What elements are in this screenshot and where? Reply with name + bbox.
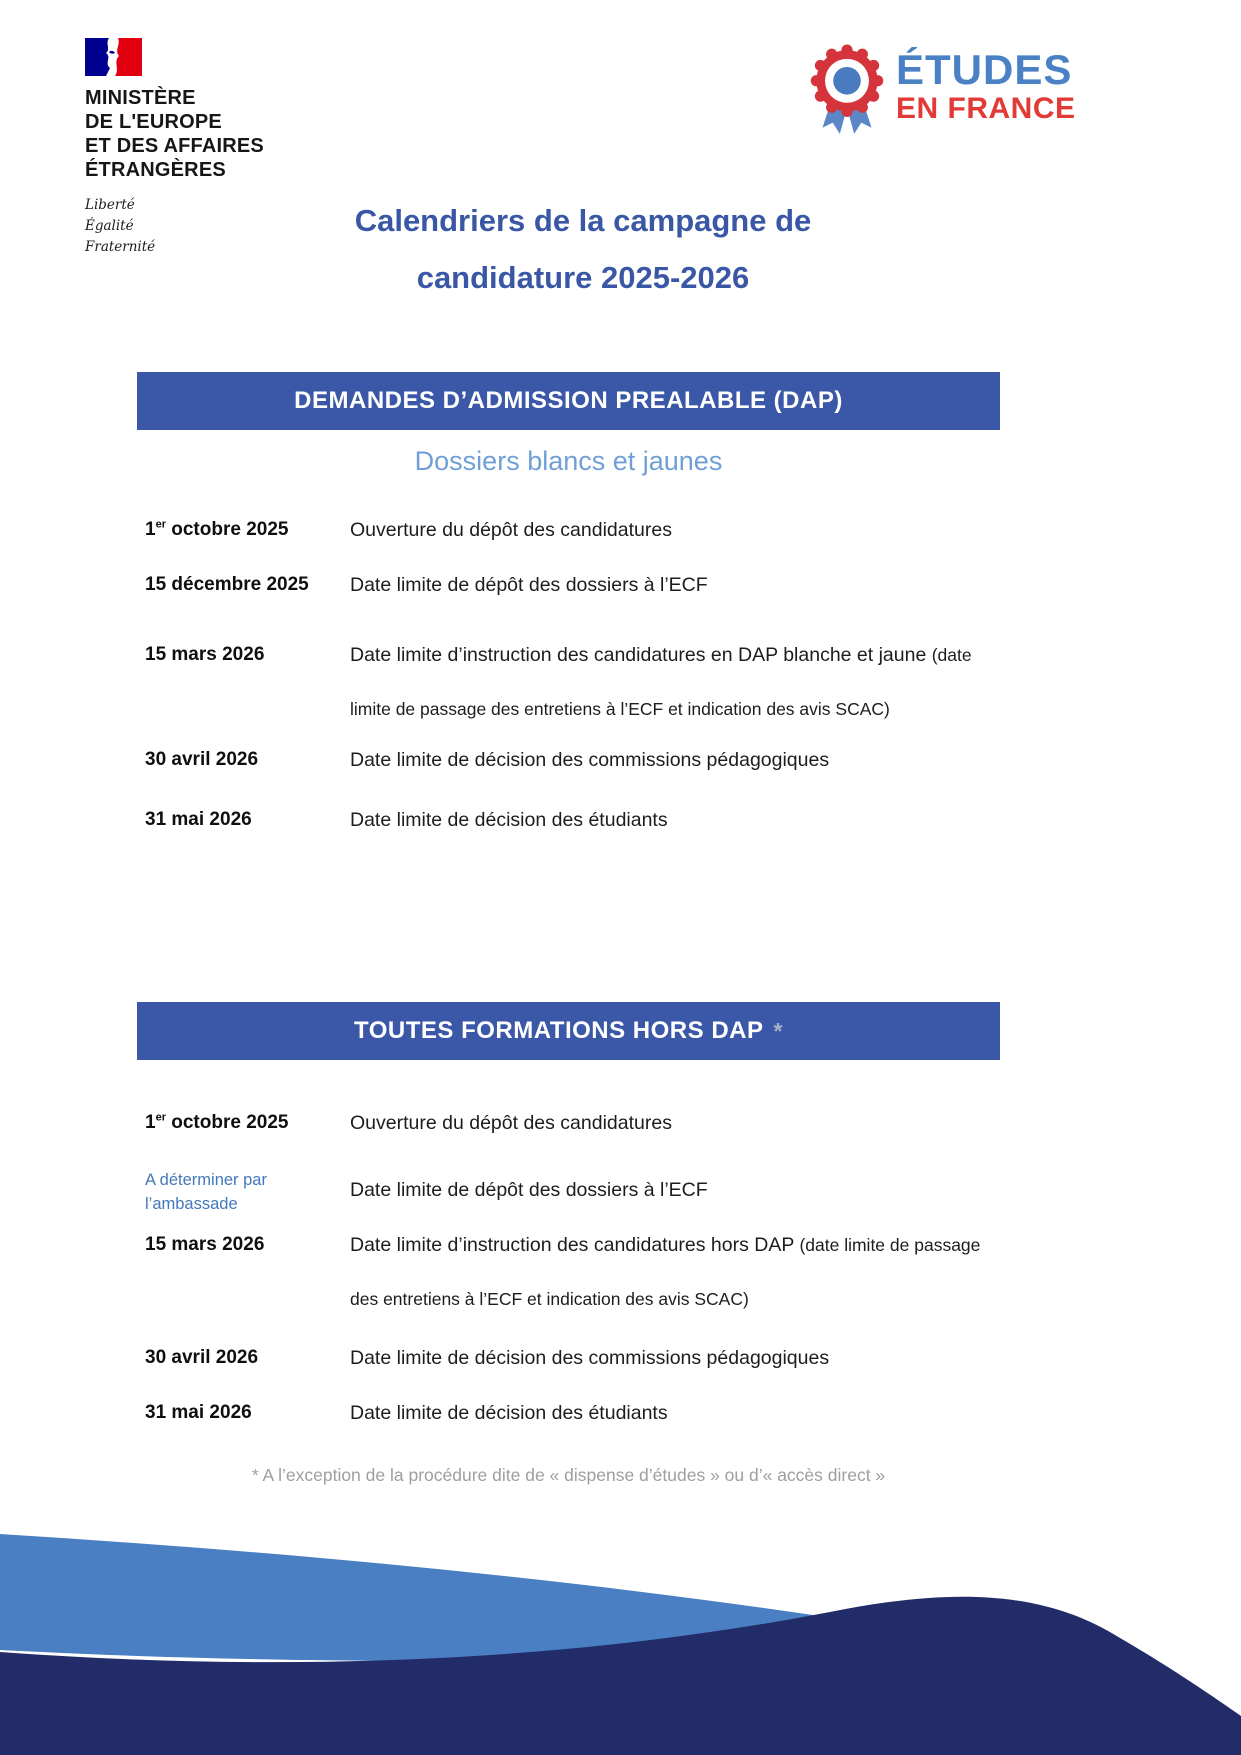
row-description: Date limite de décision des commissions pédagogiques (350, 1347, 830, 1369)
section-banner-hors-dap (137, 1002, 1000, 1060)
row-description: Date limite de dépôt des dossiers à l’ECF (350, 574, 708, 596)
ef-logo-text (896, 44, 1076, 127)
row-description: Ouverture du dépôt des candidatures (350, 519, 672, 541)
ministry-name (85, 86, 264, 182)
row-date: 30 avril 2026 (145, 1347, 259, 1368)
etudes-en-france-logo (810, 44, 1076, 138)
ef-logo-line2: EN FRANCE (896, 92, 1076, 126)
motto-line: Fraternité (85, 238, 156, 255)
row-date: 30 avril 2026 (145, 749, 259, 770)
schedule-row (145, 1096, 1007, 1150)
motto-line: Liberté (85, 197, 135, 213)
ministry-name-line: MINISTÈRE (85, 87, 196, 109)
row-date: 15 mars 2026 (145, 1234, 265, 1255)
row-date: 31 mai 2026 (145, 1402, 252, 1423)
row-description: Date limite de décision des étudiants (350, 1402, 668, 1424)
row-description: Date limite de décision des étudiants (350, 809, 668, 831)
schedule-row (145, 503, 1007, 557)
decorative-wave-graphic (0, 1520, 1241, 1755)
row-date: 15 mars 2026 (145, 644, 265, 665)
schedule-row (145, 1218, 1007, 1326)
schedule-row (145, 628, 1007, 736)
rosette-medal-icon (810, 44, 884, 138)
asterisk-marker: * (773, 1017, 783, 1044)
ministry-name-line: DE L'EUROPE (85, 111, 222, 133)
footnote: * A l’exception de la procédure dite de « dispense d’études » ou d’« accès direct » (251, 1465, 886, 1485)
row-date: A déterminer par l’ambassade (145, 1171, 267, 1213)
schedule-row (145, 558, 1007, 612)
section-banner-dap (137, 372, 1000, 430)
schedule-row (145, 1331, 1007, 1385)
dap-schedule-table (145, 503, 1007, 848)
schedule-row (145, 1163, 1007, 1217)
motto-line: Égalité (85, 217, 134, 234)
row-description: Date limite d’instruction des candidatures hors DAP (date limite de passage des entretiens à l’ECF et indication des avis SCAC) (350, 1234, 981, 1309)
row-date: 15 décembre 2025 (145, 574, 309, 595)
section-banner-hors-dap-label: TOUTES FORMATIONS HORS DAP (354, 1017, 764, 1044)
row-description: Ouverture du dépôt des candidatures (350, 1112, 672, 1134)
page-title-line2: candidature 2025-2026 (416, 260, 750, 296)
schedule-row (145, 1386, 1007, 1440)
page-title-line1: Calendriers de la campagne de (354, 203, 812, 238)
ministry-name-line: ÉTRANGÈRES (85, 159, 226, 181)
hors-dap-schedule-table (145, 1096, 1007, 1446)
section-dap-subtitle: Dossiers blancs et jaunes (414, 446, 723, 476)
ministry-name-line: ET DES AFFAIRES (85, 135, 264, 157)
schedule-row (145, 793, 1007, 847)
row-description: Date limite d’instruction des candidatures en DAP blanche et jaune (date limite de passage des entretiens à l’ECF et indication des avis SCAC) (350, 644, 972, 719)
row-description: Date limite de décision des commissions pédagogiques (350, 749, 830, 771)
page-title (137, 192, 1029, 307)
row-date: 1er octobre 2025 (145, 1111, 289, 1133)
ef-logo-line1: ÉTUDES (896, 46, 1073, 93)
schedule-row (145, 733, 1007, 787)
row-date: 31 mai 2026 (145, 809, 252, 830)
row-date: 1er octobre 2025 (145, 518, 289, 540)
french-flag-icon (85, 38, 142, 76)
row-description: Date limite de dépôt des dossiers à l’ECF (350, 1179, 708, 1201)
section-banner-dap-label: DEMANDES D’ADMISSION PREALABLE (DAP) (294, 387, 843, 414)
